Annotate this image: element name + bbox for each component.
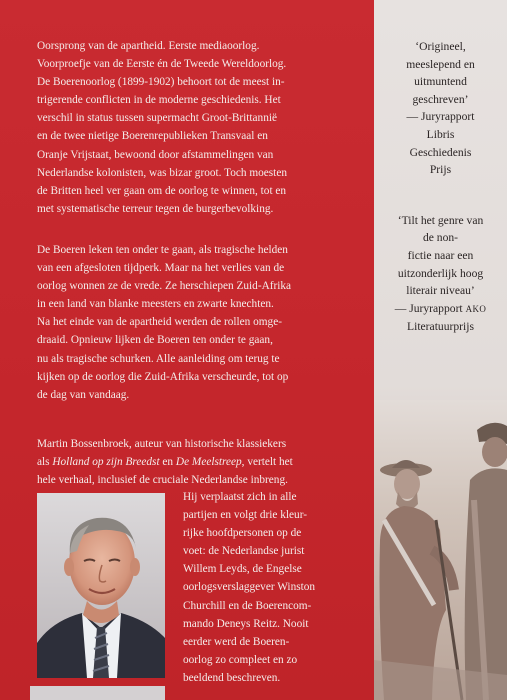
text-line: Churchill en de Boerencom-: [183, 599, 312, 612]
text-line: draaid. Opnieuw lijken de Boeren ten onder te gaan,: [37, 334, 273, 347]
quote-attribution: Libris: [426, 127, 455, 141]
text-line: De Boerenoorlog (1899-1902) behoort tot de meest in-: [37, 76, 285, 89]
text-line: kijken op de oorlog die Zuid-Afrika verscheurde, tot op: [37, 370, 289, 383]
text-line: Willem Leyds, de Engelse: [183, 563, 302, 576]
text-line: de dag van vandaag.: [37, 388, 130, 401]
second-paragraph: [37, 241, 370, 404]
quote-line: uitzonderlijk hoog: [397, 266, 484, 280]
text-fragment: en: [159, 456, 176, 469]
attribution-ako: AKO: [465, 303, 487, 314]
text-line: De Boeren leken ten onder te gaan, als tragische helden: [37, 244, 288, 256]
text-line: met systematische terreur tegen de burgerbevolking.: [37, 202, 274, 215]
quote-ako: [374, 212, 507, 336]
boer-soldiers-photo: [374, 400, 507, 700]
text-line: van een afgesloten tijdperk. Maar na het verlies van de: [37, 262, 285, 275]
quote-attribution: Literatuurprijs: [407, 320, 474, 334]
text-line: Oorsprong van de apartheid. Eerste mediaoorlog.: [37, 40, 260, 52]
text-line: Hij verplaatst zich in alle: [183, 491, 297, 503]
author-paragraph: [37, 435, 370, 489]
text-line: Na het einde van de apartheid werden de rollen omge-: [37, 316, 282, 329]
text-line: [37, 453, 370, 471]
text-line: voet: de Nederlandse jurist: [183, 545, 305, 558]
author-portrait: [37, 493, 165, 678]
text-line: de Britten heel ver gaan om de oorlog te winnen, tot en: [37, 184, 287, 197]
quote-attribution: Prijs: [429, 163, 452, 177]
text-line: Nederlandse kolonisten, was bizar groot. Toch moesten: [37, 166, 287, 179]
text-line: hele verhaal, inclusief de cruciale Nederlandse inbreng.: [37, 474, 288, 487]
book-title-holland: Holland op zijn Breedst: [52, 456, 160, 469]
text-line: oorlogsverslaggever Winston: [183, 581, 316, 594]
text-line: eerder werd de Boeren-: [183, 635, 290, 648]
quote-attribution: [374, 300, 507, 319]
text-line: Oranje Vrijstaat, bewoond door afstammelingen van: [37, 148, 274, 161]
text-line: trigerende conflicten in de moderne geschiedenis. Het: [37, 94, 281, 107]
portrait-illustration: [37, 493, 165, 678]
quote-line: meeslepend en: [406, 57, 475, 71]
attribution-text: — Juryrapport: [394, 301, 466, 315]
text-line: nu als tragische schurken. Alle aanleiding om terug te: [37, 352, 280, 365]
text-fragment: als: [37, 456, 53, 469]
review-quotes: [374, 38, 507, 336]
book-title-meelstreep: De Meelstreep: [175, 456, 242, 469]
quote-line: ‘Tilt het genre van: [397, 213, 484, 227]
text-line: rijke hoofdpersonen op de: [183, 527, 302, 540]
quote-line: literair niveau’: [406, 284, 475, 298]
text-line: in een land van blanke meesters en zwarte knechten.: [37, 298, 274, 311]
text-fragment: , vertelt het: [241, 456, 293, 469]
quote-attribution: Geschiedenis: [409, 145, 472, 159]
quote-line: geschreven’: [412, 92, 469, 106]
text-line: Martin Bossenbroek, auteur van historische klassiekers: [37, 438, 287, 450]
quote-line: fictie naar een: [407, 248, 474, 262]
intro-paragraph: [37, 37, 370, 218]
quote-libris: [374, 38, 507, 179]
text-line: verschil in status tussen supermacht Groot-Brittannië: [37, 112, 278, 125]
text-line: en de twee nietige Boerenrepublieken Transvaal en: [37, 130, 268, 143]
portrait-edge: [30, 686, 165, 700]
text-line: oorlog zo compleet en zo: [183, 653, 298, 666]
quote-line: de non-: [422, 231, 459, 245]
quote-line: uitmuntend: [414, 75, 467, 89]
characters-paragraph: [183, 488, 370, 687]
quote-line: ‘Origineel,: [415, 40, 466, 53]
text-line: mando Deneys Reitz. Nooit: [183, 617, 309, 630]
text-line: Voorproefje van de Eerste én de Tweede Wereldoorlog.: [37, 58, 287, 71]
text-line: partijen en volgt drie kleur-: [183, 509, 307, 522]
historic-photo: [374, 400, 507, 700]
text-line: beeldend beschreven.: [183, 671, 281, 684]
quote-attribution: — Juryrapport: [406, 110, 475, 124]
text-line: oorlog wonnen ze de vrede. Ze herschiepen Zuid-Afrika: [37, 280, 292, 293]
